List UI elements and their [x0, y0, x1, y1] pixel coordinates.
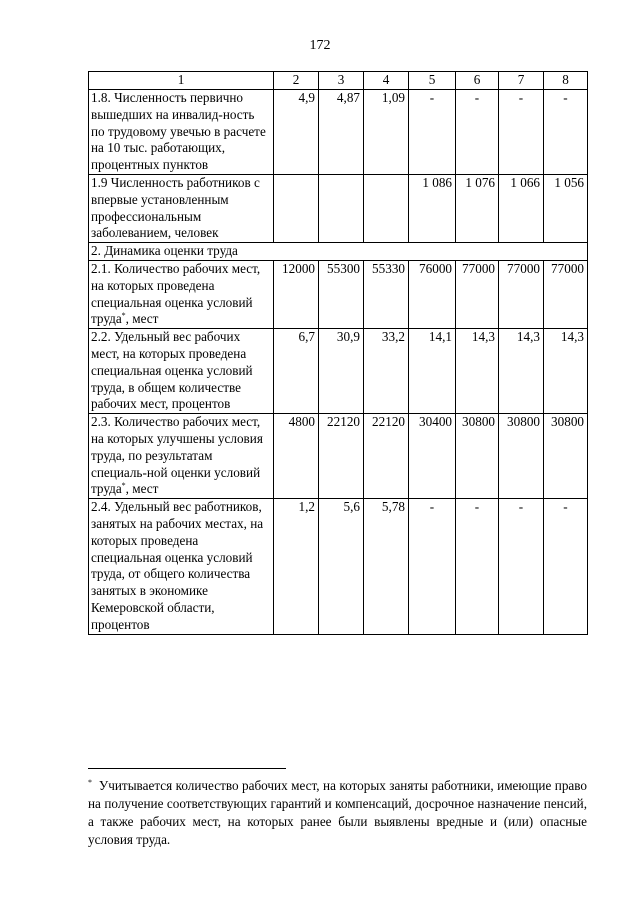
table-cell: - [499, 90, 544, 175]
table-cell: 30800 [456, 414, 499, 499]
table-cell: 33,2 [364, 329, 409, 414]
table-cell: 1,09 [364, 90, 409, 175]
table-cell: - [456, 499, 499, 634]
row-label-text: 2.4. Удельный вес работников, занятых на рабочих местах, на которых проведена специальная оценка условий труда, от общего количества занятых в экономике Кемеровской области, процентов [91, 499, 264, 632]
col-header: 4 [364, 72, 409, 90]
section-label: 2. Динамика оценки труда [89, 243, 588, 261]
table-row [89, 260, 588, 328]
table-cell: 30800 [544, 414, 588, 499]
col-header: 5 [409, 72, 456, 90]
table-row [89, 90, 588, 175]
table-cell: - [409, 499, 456, 634]
col-header: 2 [274, 72, 319, 90]
row-label [89, 499, 274, 634]
table-cell [319, 174, 364, 242]
table-cell: 76000 [409, 260, 456, 328]
table-cell: 30800 [499, 414, 544, 499]
table-cell: - [409, 90, 456, 175]
row-label-text: 2.3. Количество рабочих мест, на которых улучшены условия труда, по результатам специаль-ной оценки условий труда [91, 414, 263, 497]
row-label-text: 1.9 Численность работников с впервые установленным профессиональным заболеванием, человек [91, 174, 260, 241]
table-cell: 1 056 [544, 174, 588, 242]
table-cell: - [544, 499, 588, 634]
table-cell: - [456, 90, 499, 175]
indicators-table [88, 71, 588, 635]
section-row [89, 243, 588, 261]
row-label [89, 260, 274, 328]
table-cell: 4800 [274, 414, 319, 499]
row-label-text: 2.2. Удельный вес рабочих мест, на которых проведена специальная оценка условий труда, в общем количестве рабочих мест, процентов [91, 329, 253, 412]
table-cell: 22120 [364, 414, 409, 499]
table-cell: 14,3 [544, 329, 588, 414]
table-header-row [89, 72, 588, 90]
table-cell: 4,9 [274, 90, 319, 175]
table-cell: 1 066 [499, 174, 544, 242]
table-cell: 30400 [409, 414, 456, 499]
row-label-unit: , мест [125, 481, 159, 497]
footnote-ref: * [121, 311, 126, 321]
table-cell [274, 174, 319, 242]
table-cell [364, 174, 409, 242]
table-cell: 1 086 [409, 174, 456, 242]
table-row [89, 414, 588, 499]
row-label [89, 90, 274, 175]
col-header: 6 [456, 72, 499, 90]
table-cell: 5,78 [364, 499, 409, 634]
table-cell: 12000 [274, 260, 319, 328]
footnote-text: Учитывается количество рабочих мест, на которых заняты работники, имеющие право на получение соответствующих гарантий и компенсаций, досрочное назначение пенсий, а также рабочих мест, на которых ранее были выявлены вредные и (или) опасные условия труда. [88, 778, 588, 847]
col-header: 7 [499, 72, 544, 90]
table-cell: 4,87 [319, 90, 364, 175]
table-cell: 14,1 [409, 329, 456, 414]
table-cell: 22120 [319, 414, 364, 499]
table-cell: - [544, 90, 588, 175]
row-label [89, 174, 274, 242]
row-label [89, 414, 274, 499]
table-cell: 30,9 [319, 329, 364, 414]
table-cell: 77000 [544, 260, 588, 328]
table-cell: 5,6 [319, 499, 364, 634]
table-cell: 77000 [499, 260, 544, 328]
row-label-text: 2.1. Количество рабочих мест, на которых проведена специальная оценка условий труда [91, 260, 261, 327]
col-header: 8 [544, 72, 588, 90]
row-label-unit: , мест [125, 311, 159, 327]
table-cell: 1,2 [274, 499, 319, 634]
table-row [89, 499, 588, 634]
table-row [89, 329, 588, 414]
table-cell: 55300 [319, 260, 364, 328]
table-cell: 1 076 [456, 174, 499, 242]
col-header: 3 [319, 72, 364, 90]
table-cell: - [499, 499, 544, 634]
table-cell: 55330 [364, 260, 409, 328]
footnote-mark: * [88, 778, 92, 787]
footnote [88, 777, 587, 849]
table-cell: 14,3 [499, 329, 544, 414]
table-cell: 14,3 [456, 329, 499, 414]
table-row [89, 174, 588, 242]
table-cell: 6,7 [274, 329, 319, 414]
footnote-ref: * [121, 481, 126, 491]
footnote-divider [88, 768, 286, 769]
table-body [89, 72, 588, 635]
col-header: 1 [89, 72, 274, 90]
table-cell: 77000 [456, 260, 499, 328]
page-number: 172 [309, 38, 331, 53]
row-label-text: 1.8. Численность первично вышедших на инвалид-ность по трудовому увечью в расчете на 10 тыс. работающих, процентных пунктов [91, 90, 266, 173]
row-label [89, 329, 274, 414]
